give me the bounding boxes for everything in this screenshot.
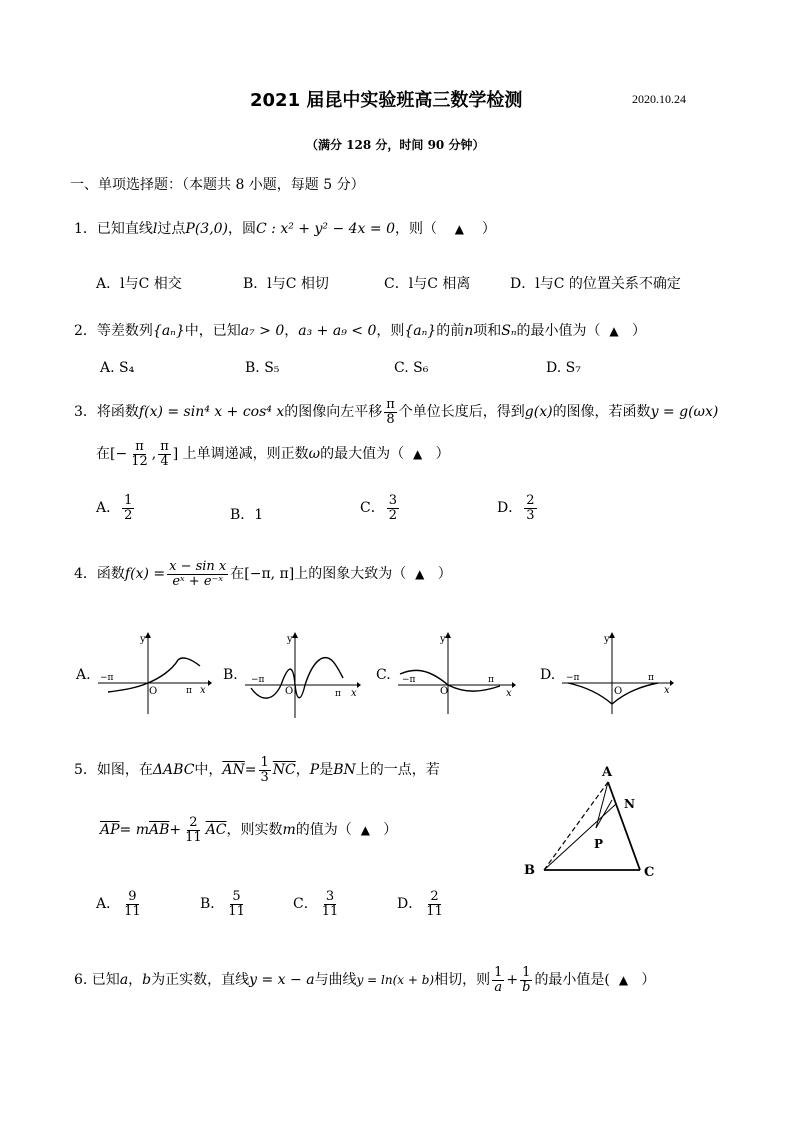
exam-date: 2020.10.24 bbox=[632, 92, 686, 106]
q2-sequence: {aₙ} bbox=[404, 323, 437, 339]
q6-text: ， bbox=[128, 972, 143, 989]
q4-text: ） bbox=[437, 566, 452, 583]
q1-text: ） bbox=[481, 221, 496, 237]
x-label: x bbox=[351, 688, 357, 699]
q1-text: 过点 bbox=[157, 221, 186, 237]
q1-option-b[interactable]: B．l与C 相切 bbox=[243, 276, 329, 292]
q3-text: , bbox=[151, 446, 157, 463]
q4-text: 4．函数 bbox=[74, 566, 125, 583]
q2-text: 项和 bbox=[473, 323, 502, 339]
fraction-numerator: 9 bbox=[128, 889, 137, 904]
q4-option-d-label[interactable]: D. bbox=[540, 667, 556, 683]
q3-text: ] 上单调递减，则正数 bbox=[172, 446, 309, 463]
q3-function: f(x) = sin⁴ x + cos⁴ x bbox=[138, 404, 285, 421]
option-fraction bbox=[387, 494, 399, 522]
pi-label: π bbox=[186, 686, 192, 696]
fraction-denominator: 2 bbox=[124, 507, 133, 523]
option-fraction bbox=[122, 494, 134, 522]
answer-blank: ▲ bbox=[415, 567, 425, 582]
q4-option-b-label[interactable]: B. bbox=[223, 667, 238, 683]
q2-condition-1: a₇ > 0 bbox=[240, 323, 285, 339]
q3-option-b[interactable]: B．1 bbox=[230, 507, 264, 523]
q2-text: ， bbox=[284, 323, 299, 339]
q6-a: a bbox=[119, 972, 129, 989]
exam-subtitle: （满分 128 分，时间 90 分钟） bbox=[306, 138, 485, 152]
y-axis-arrow-icon bbox=[145, 632, 151, 638]
answer-blank: ▲ bbox=[618, 973, 629, 988]
q6-text: 相切，则 bbox=[434, 972, 491, 989]
curve bbox=[251, 658, 343, 699]
q2-text: 中，已知 bbox=[184, 323, 241, 339]
q2-n: n bbox=[464, 323, 474, 339]
q5-text: 的值为（ bbox=[295, 822, 352, 839]
q6-text: 为正实数，直线 bbox=[151, 972, 250, 989]
q4-graph-c[interactable] bbox=[396, 630, 518, 716]
x-axis-arrow-icon bbox=[512, 682, 516, 688]
q5-vector-an: $\overline{AN}$ bbox=[222, 762, 245, 779]
fraction-denominator: 11 bbox=[228, 903, 245, 919]
q2-sequence: {aₙ} bbox=[152, 323, 185, 339]
q5-segment-bn: BN bbox=[333, 762, 356, 779]
answer-blank: ▲ bbox=[360, 823, 370, 838]
fraction-denominator: 4 bbox=[160, 453, 169, 469]
q4-text: 在 bbox=[230, 566, 245, 583]
q3-ygwx: y = g(ωx) bbox=[650, 404, 719, 421]
q5-option-a[interactable] bbox=[96, 890, 145, 918]
vertex-b-label: B bbox=[524, 863, 535, 878]
q5-option-b[interactable] bbox=[200, 890, 249, 918]
option-label: D． bbox=[497, 500, 523, 517]
q4-fx: f(x) = bbox=[124, 566, 166, 583]
q2-text: 2．等差数列 bbox=[74, 323, 153, 339]
fraction-numerator: 3 bbox=[325, 889, 335, 904]
question-3-stem bbox=[74, 398, 718, 426]
pi-label: π bbox=[335, 689, 341, 699]
segment-ap bbox=[596, 782, 608, 828]
q6-fraction-b bbox=[520, 966, 532, 994]
fraction-numerator: 5 bbox=[232, 889, 241, 904]
x-label: x bbox=[200, 685, 206, 696]
q5-m: m bbox=[282, 822, 296, 839]
q3-option-c[interactable] bbox=[360, 494, 401, 522]
q4-graph-d[interactable] bbox=[560, 630, 676, 716]
q6-text: + bbox=[506, 972, 519, 989]
q3-option-d[interactable] bbox=[497, 494, 539, 522]
fraction-numerator: 2 bbox=[430, 889, 439, 904]
pi-label: π bbox=[648, 673, 654, 683]
y-label: y bbox=[287, 634, 293, 645]
page-title: 2021 届昆中实验班高三数学检测 bbox=[250, 90, 523, 111]
question-4-stem bbox=[74, 560, 452, 588]
fraction-numerator: x − sin x bbox=[169, 559, 227, 574]
q3-text: 个单位长度后，得到 bbox=[398, 404, 525, 421]
q1-text: ，圆 bbox=[228, 221, 257, 237]
q5-text: + bbox=[169, 822, 182, 839]
x-axis-arrow-icon bbox=[357, 682, 361, 688]
q4-option-c-label[interactable]: C. bbox=[376, 667, 391, 683]
q4-graph-a[interactable] bbox=[96, 630, 212, 716]
q2-option-d[interactable]: D. S₇ bbox=[546, 360, 581, 376]
q2-text: 的最小值为（ bbox=[516, 323, 601, 339]
fraction-numerator: π bbox=[160, 439, 169, 454]
answer-blank: ▲ bbox=[454, 222, 465, 236]
answer-blank: ▲ bbox=[413, 447, 423, 462]
x-label: x bbox=[506, 688, 512, 699]
point-p-label: P bbox=[594, 837, 604, 851]
q2-text: 的前 bbox=[436, 323, 465, 339]
q2-text: ，则 bbox=[376, 323, 405, 339]
fraction-denominator: 11 bbox=[185, 829, 202, 845]
origin-label: O bbox=[614, 686, 623, 697]
q2-sn: Sₙ bbox=[501, 323, 517, 339]
q5-vector-ap: $\overline{AP}$ bbox=[100, 822, 120, 839]
fraction-numerator: 1 bbox=[494, 965, 503, 980]
q4-graph-b[interactable] bbox=[243, 630, 363, 720]
vertex-a-label: A bbox=[602, 765, 613, 780]
q2-option-c[interactable]: C. S₆ bbox=[394, 360, 429, 376]
q3-text: 在[− bbox=[96, 446, 128, 463]
fraction-denominator: 11 bbox=[321, 903, 339, 919]
option-fraction bbox=[424, 890, 445, 918]
question-2-stem bbox=[74, 320, 646, 340]
question-5-line-2 bbox=[100, 816, 397, 844]
origin-label: O bbox=[440, 686, 449, 697]
fraction-numerator: π bbox=[386, 397, 395, 412]
side-ab bbox=[544, 782, 608, 870]
segment-pn bbox=[596, 800, 612, 828]
fraction-denominator: b bbox=[522, 979, 531, 995]
q3-text: ） bbox=[435, 446, 450, 463]
y-label: y bbox=[440, 634, 446, 645]
q5-triangle-figure bbox=[516, 760, 666, 884]
fraction-denominator: 11 bbox=[426, 903, 443, 919]
vertex-c-label: C bbox=[644, 865, 655, 880]
section-heading: 一、单项选择题：（本题共 8 小题，每题 5 分） bbox=[70, 177, 365, 193]
q5-text: 上的一点，若 bbox=[355, 762, 440, 779]
q5-vector-ac: $\overline{AC}$ bbox=[205, 822, 227, 839]
q1-circle-eq: C : x² + y² − 4x = 0 bbox=[256, 221, 395, 237]
x-label: x bbox=[664, 685, 670, 696]
fraction-denominator: 8 bbox=[386, 411, 395, 427]
fraction-denominator: 2 bbox=[388, 507, 397, 523]
fraction-denominator: 12 bbox=[131, 453, 148, 469]
q3-gx: g(x) bbox=[524, 404, 553, 421]
y-label: y bbox=[604, 634, 610, 645]
q3-omega: ω bbox=[308, 446, 321, 463]
q1-option-c[interactable]: C．l与C 相离 bbox=[384, 276, 471, 292]
q1-point: P(3,0) bbox=[185, 221, 229, 237]
question-6-stem bbox=[74, 966, 655, 994]
q5-text: = m bbox=[119, 822, 149, 839]
q6-fraction-a bbox=[492, 966, 504, 994]
y-axis-arrow-icon bbox=[609, 632, 615, 638]
q5-vector-nc: $\overline{NC}$ bbox=[272, 762, 296, 779]
q5-text: ，则实数 bbox=[226, 822, 283, 839]
q6-line-eq: y = x − a bbox=[249, 972, 315, 989]
q3-interval-right bbox=[158, 440, 171, 468]
q5-point-p: P bbox=[309, 762, 320, 779]
neg-pi-label: −π bbox=[100, 673, 114, 683]
y-axis-arrow-icon bbox=[445, 632, 451, 638]
option-fraction bbox=[226, 890, 247, 918]
q5-text: ， bbox=[295, 762, 310, 779]
q2-condition-2: a₃ + a₉ < 0 bbox=[298, 323, 377, 339]
q5-text: = bbox=[244, 762, 257, 779]
q5-text: 中， bbox=[194, 762, 223, 779]
option-fraction bbox=[122, 890, 143, 918]
q6-text: 的最小值是( bbox=[534, 972, 610, 989]
fraction-numerator: π bbox=[135, 439, 144, 454]
fraction-denominator: a bbox=[494, 979, 503, 995]
q5-vector-ab: $\overline{AB}$ bbox=[149, 822, 170, 839]
fraction-denominator: 3 bbox=[260, 769, 269, 785]
q6-curve-eq: y = ln(x + b) bbox=[356, 973, 435, 988]
q4-text: 上的图象大致为（ bbox=[294, 566, 407, 583]
q1-text: ，则（ bbox=[394, 221, 437, 237]
q3-text: 3．将函数 bbox=[74, 404, 139, 421]
side-ac bbox=[608, 782, 640, 870]
option-label: C． bbox=[293, 896, 318, 913]
option-fraction bbox=[524, 494, 536, 522]
neg-pi-label: −π bbox=[251, 675, 265, 685]
curve bbox=[568, 683, 658, 704]
q6-text: 与曲线 bbox=[314, 972, 357, 989]
q5-fraction bbox=[259, 756, 271, 784]
point-n-label: N bbox=[624, 797, 635, 811]
q3-interval-left bbox=[129, 440, 150, 468]
q5-text: ） bbox=[383, 822, 398, 839]
q6-text: 6. 已知 bbox=[74, 972, 120, 989]
q3-shift-fraction bbox=[384, 398, 397, 426]
q1-line-l: l bbox=[152, 221, 158, 237]
q5-triangle: ΔABC bbox=[152, 762, 195, 779]
q4-option-a-label[interactable]: A. bbox=[76, 667, 91, 683]
q3-text: 的图像，若函数 bbox=[552, 404, 651, 421]
y-axis-arrow-icon bbox=[292, 632, 298, 638]
fraction-numerator: 1 bbox=[260, 755, 269, 770]
q2-option-a[interactable]: A. S₄ bbox=[100, 360, 135, 376]
q1-option-a[interactable]: A．l与C 相交 bbox=[96, 276, 182, 292]
option-label: B． bbox=[200, 896, 225, 913]
q2-option-b[interactable]: B. S₅ bbox=[245, 360, 280, 376]
question-1-stem bbox=[74, 218, 496, 238]
fraction-numerator: 3 bbox=[388, 493, 397, 508]
origin-label: O bbox=[285, 686, 294, 697]
option-fraction bbox=[320, 890, 341, 918]
fraction-denominator: 3 bbox=[526, 507, 535, 523]
q5-option-d[interactable] bbox=[397, 890, 447, 918]
option-label: A． bbox=[96, 896, 121, 913]
q5-option-c[interactable] bbox=[293, 890, 342, 918]
option-label: A． bbox=[96, 500, 121, 517]
answer-blank: ▲ bbox=[609, 324, 619, 338]
q4-function-fraction bbox=[167, 560, 228, 588]
q6-text: ） bbox=[641, 972, 656, 989]
q4-interval: [−π, π] bbox=[244, 566, 295, 583]
x-axis-arrow-icon bbox=[670, 680, 674, 686]
y-label: y bbox=[140, 634, 146, 645]
q2-text: ） bbox=[632, 323, 646, 339]
option-label: D． bbox=[397, 896, 423, 913]
question-3-line-2 bbox=[96, 440, 450, 468]
fraction-denominator: eˣ + e⁻ˣ bbox=[172, 573, 223, 589]
fraction-numerator: 1 bbox=[522, 965, 531, 980]
fraction-denominator: 11 bbox=[124, 903, 141, 919]
fraction-numerator: 2 bbox=[189, 815, 198, 830]
q3-text: 的最大值为（ bbox=[320, 446, 405, 463]
q1-option-d[interactable]: D．l与C 的位置关系不确定 bbox=[510, 276, 681, 292]
neg-pi-label: −π bbox=[402, 675, 416, 685]
segment-bn bbox=[544, 804, 616, 870]
fraction-numerator: 1 bbox=[124, 493, 133, 508]
pi-label: π bbox=[488, 675, 494, 685]
q5-fraction bbox=[183, 816, 204, 844]
q5-text: 是 bbox=[319, 762, 334, 779]
origin-label: O bbox=[149, 686, 158, 697]
q3-text: 的图像向左平移 bbox=[284, 404, 383, 421]
q5-text: 5．如图，在 bbox=[74, 762, 153, 779]
neg-pi-label: −π bbox=[566, 673, 580, 683]
q1-text: 1．已知直线 bbox=[74, 221, 153, 237]
q6-b: b bbox=[142, 972, 152, 989]
option-label: C． bbox=[360, 500, 385, 517]
x-axis-arrow-icon bbox=[208, 680, 212, 686]
question-5-stem bbox=[74, 756, 440, 784]
fraction-numerator: 2 bbox=[526, 493, 535, 508]
q3-option-a[interactable] bbox=[96, 494, 136, 522]
